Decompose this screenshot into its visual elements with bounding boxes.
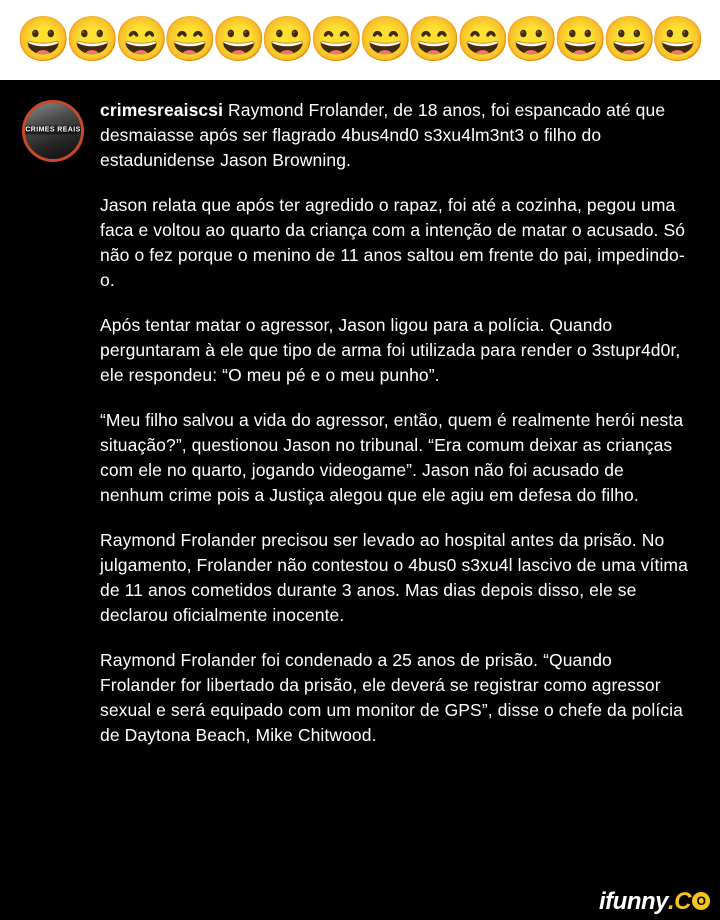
emoji-icon: 😀: [260, 15, 314, 64]
watermark-badge: O: [692, 892, 710, 910]
paragraph-1-text: Raymond Frolander, de 18 anos, foi espancado até que desmaiasse após ser flagrado 4bus4nd0 s3xu4lm3nt3 o filho do estadunidense Jason Browning.: [100, 100, 666, 170]
paragraph-4: “Meu filho salvou a vida do agressor, então, quem é realmente herói nesta situação?”, questionou Jason no tribunal. “Era comum deixar as crianças com ele no quarto, jogando videogame”. Jason não foi acusado de nenhum crime pois a Justiça alegou que ele agiu em defesa do filho.: [100, 410, 684, 505]
emoji-icon: 😄: [406, 15, 460, 64]
watermark-text: ifunny: [599, 888, 668, 915]
post-text: [100, 98, 700, 748]
username[interactable]: crimesreaiscsi: [100, 100, 224, 120]
ifunny-watermark: [599, 888, 710, 916]
emoji-icon: 😀: [601, 15, 655, 64]
emoji-icon: 😄: [455, 15, 509, 64]
avatar[interactable]: [22, 100, 84, 162]
paragraph-1: [100, 98, 690, 173]
emoji-row: [16, 14, 704, 66]
emoji-icon: 😀: [65, 15, 119, 64]
paragraph-3: Após tentar matar o agressor, Jason ligou para a polícia. Quando perguntaram à ele que tipo de arma foi utilizada para render o 3stupr4d0r, ele respondeu: “O meu pé e o meu punho”.: [100, 315, 681, 385]
emoji-icon: 😄: [309, 15, 362, 64]
paragraph-5: Raymond Frolander precisou ser levado ao hospital antes da prisão. No julgamento, Frolander não contestou o 4bus0 s3xu4l lascivo de uma vítima de 11 anos cometidos durante 3 anos. Mas dias depois disso, ele se declarou oficialmente inocente.: [100, 530, 688, 625]
emoji-icon: 😀: [16, 15, 70, 64]
emoji-icon: 😀: [211, 15, 265, 64]
emoji-banner: [0, 0, 720, 80]
avatar-label: CRIMES REAIS: [25, 126, 81, 134]
emoji-icon: 😀: [553, 15, 606, 64]
watermark-suffix: .C: [668, 888, 691, 915]
emoji-icon: 😀: [504, 15, 558, 64]
post-body: [0, 80, 720, 920]
emoji-icon: 😄: [358, 15, 411, 64]
paragraph-6: Raymond Frolander foi condenado a 25 anos de prisão. “Quando Frolander for libertado da prisão, ele deverá se registrar como agressor sexual e será equipado com um monitor de GPS”, disse o chefe da polícia de Daytona Beach, Mike Chitwood.: [100, 650, 683, 745]
emoji-icon: 😀: [650, 15, 704, 64]
emoji-icon: 😄: [162, 15, 216, 64]
paragraph-2: Jason relata que após ter agredido o rapaz, foi até a cozinha, pegou uma faca e voltou ao quarto da criança com a intenção de matar o acusado. Só não o fez porque o menino de 11 anos saltou em frente do pai, impedindo-o.: [100, 195, 686, 290]
emoji-icon: 😄: [114, 15, 167, 64]
